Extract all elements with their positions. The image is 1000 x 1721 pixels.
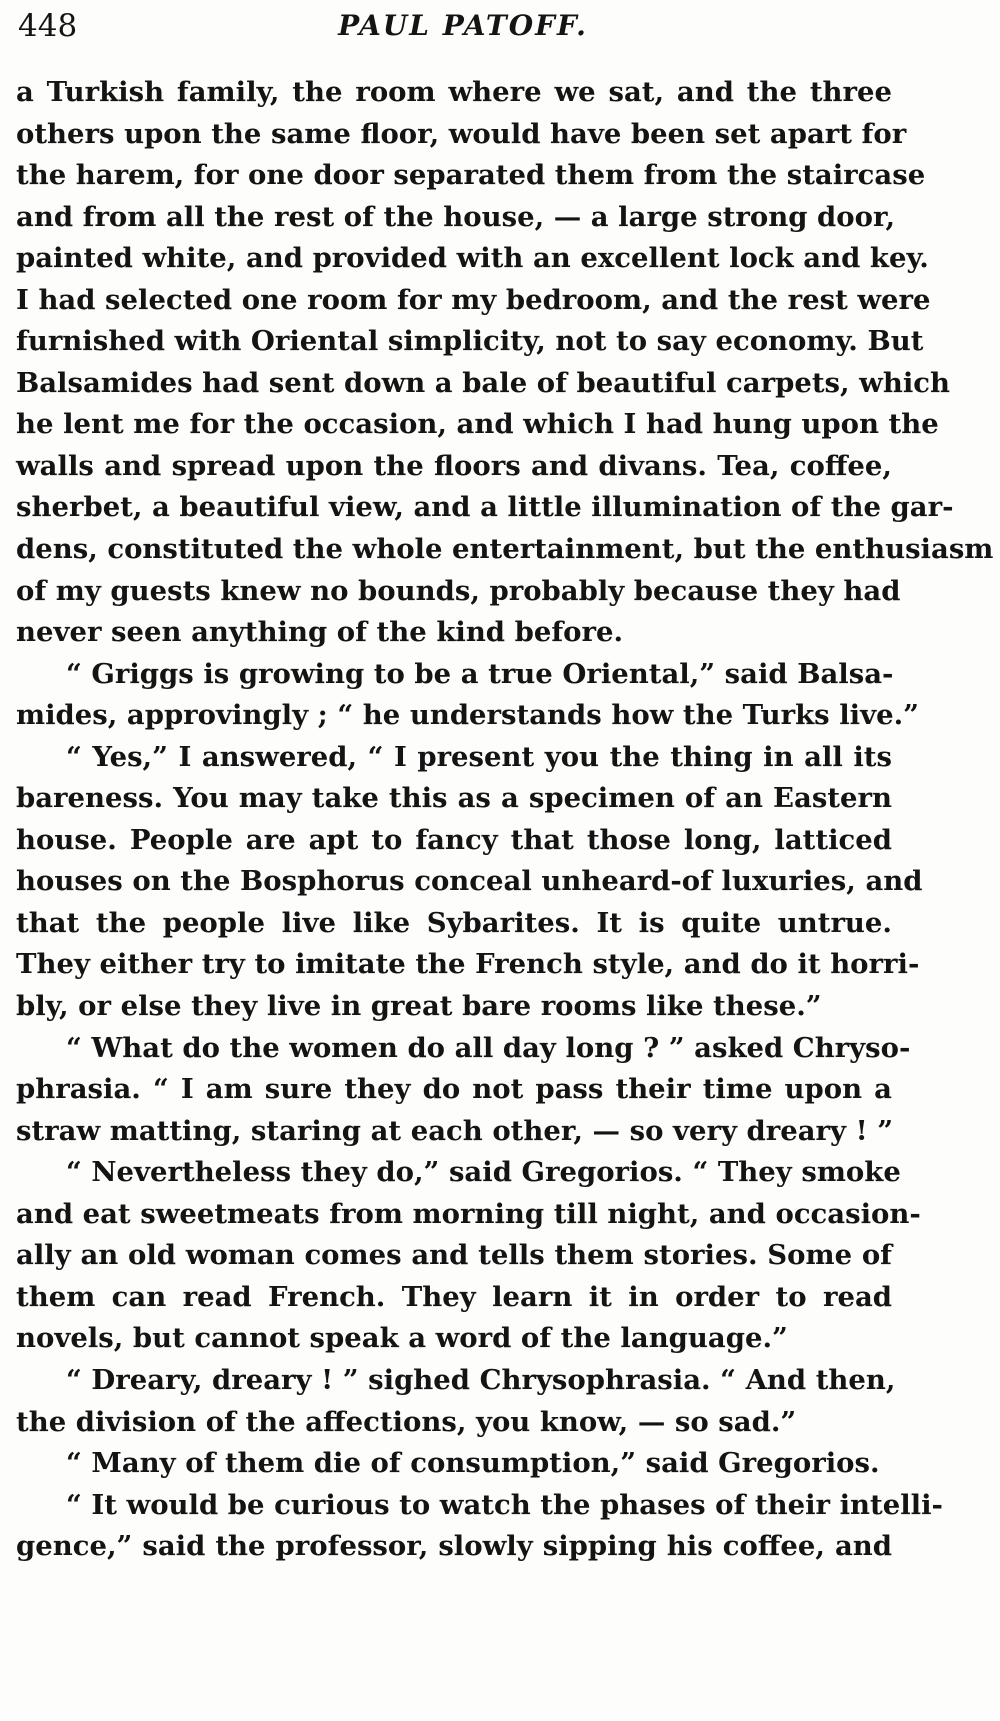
text-line: Balsamides had sent down a bale of beautiful carpets, which <box>16 366 951 399</box>
text-line: and eat sweetmeats from morning till night, and occasion- <box>16 1197 921 1230</box>
page-number: 448 <box>18 8 78 44</box>
text-line: “ Griggs is growing to be a true Oriental,” said Balsa- <box>66 657 894 690</box>
text-line: sherbet, a beautiful view, and a little illumination of the gar- <box>16 491 954 524</box>
text-line: bareness. You may take this as a specimen of an Eastern <box>16 782 892 815</box>
text-line: “ It would be curious to watch the phases of their intelli- <box>66 1488 943 1521</box>
text-line: gence,” said the professor, slowly sipping his coffee, and <box>16 1530 892 1563</box>
text-line: “ What do the women do all day long ? ” asked Chryso- <box>66 1031 911 1064</box>
text-line: walls and spread upon the floors and divans. Tea, coffee, <box>16 449 892 482</box>
text-line: phrasia. “ I am sure they do not pass their time upon a <box>16 1073 892 1106</box>
text-line: the harem, for one door separated them from the staircase <box>16 159 926 192</box>
text-line: “ Nevertheless they do,” said Gregorios. “ They smoke <box>66 1156 901 1189</box>
text-line: houses on the Bosphorus conceal unheard-of luxuries, and <box>16 865 923 898</box>
text-line: dens, constituted the whole entertainment, but the enthusiasm <box>16 533 994 566</box>
text-line: novels, but cannot speak a word of the language.” <box>16 1322 788 1355</box>
text-line: house. People are apt to fancy that those long, latticed <box>16 823 892 856</box>
text-line: “ Yes,” I answered, “ I present you the thing in all its <box>66 740 892 773</box>
text-line: he lent me for the occasion, and which I had hung upon the <box>16 408 939 441</box>
text-line: the division of the affections, you know, — so sad.” <box>16 1405 797 1438</box>
text-line: ally an old woman comes and tells them stories. Some of <box>16 1239 892 1272</box>
text-line: never seen anything of the kind before. <box>16 616 624 649</box>
text-line: and from all the rest of the house, — a large strong door, <box>16 200 896 233</box>
text-line: a Turkish family, the room where we sat, and the three <box>16 76 892 108</box>
text-line: straw matting, staring at each other, — so very dreary ! ” <box>16 1114 894 1147</box>
text-line: “ Many of them die of consumption,” said Gregorios. <box>66 1447 880 1480</box>
text-line: of my guests knew no bounds, probably because they had <box>16 574 901 607</box>
running-head <box>18 4 908 48</box>
text-line: They either try to imitate the French style, and do it horri- <box>16 948 920 981</box>
text-line: bly, or else they live in great bare rooms like these.” <box>16 990 822 1023</box>
text-line: that the people live like Sybarites. It is quite untrue. <box>16 906 892 939</box>
book-title: PAUL PATOFF. <box>338 9 588 42</box>
text-line: I had selected one room for my bedroom, and the rest were <box>16 283 931 316</box>
text-line: others upon the same floor, would have been set apart for <box>16 117 907 150</box>
body-text <box>16 72 994 1568</box>
text-line: mides, approvingly ; “ he understands how the Turks live.” <box>16 699 919 732</box>
text-line: them can read French. They learn it in order to read <box>16 1280 892 1313</box>
text-line: painted white, and provided with an excellent lock and key. <box>16 242 929 275</box>
text-line: “ Dreary, dreary ! ” sighed Chrysophrasia. “ And then, <box>66 1363 896 1396</box>
text-line: furnished with Oriental simplicity, not to say economy. But <box>16 325 924 358</box>
